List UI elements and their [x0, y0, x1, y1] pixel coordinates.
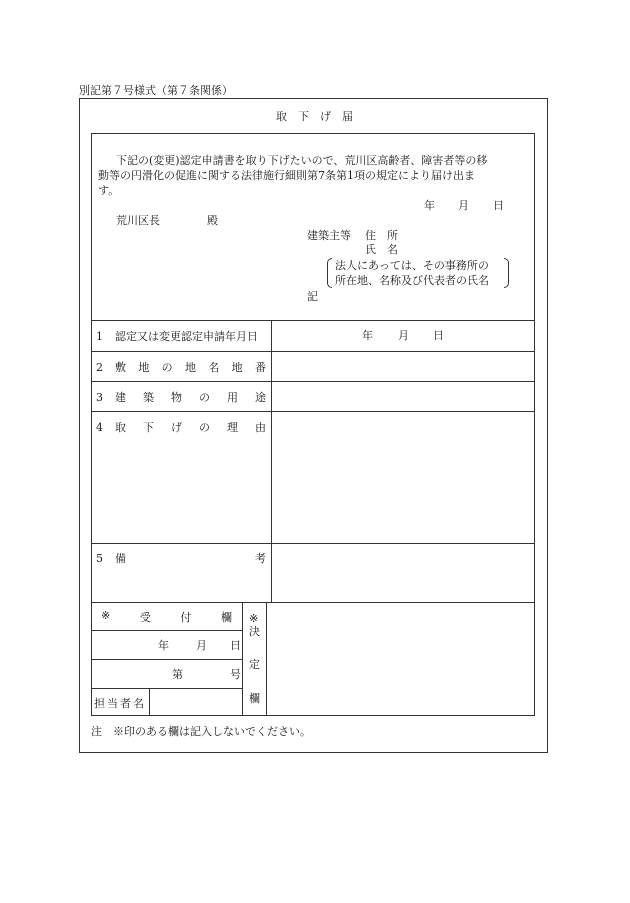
row-1-text: 認定又は変更認定申請年月日 [115, 330, 258, 343]
corp-note-line-2: 所在地、名称及び代表者の氏名 [335, 274, 489, 287]
decision-mark: ※ [249, 612, 259, 625]
row-2-char: 地 [231, 361, 243, 374]
receipt-year: 年 [158, 639, 169, 652]
row-5-value-field[interactable] [272, 545, 534, 601]
row-1-label [96, 330, 266, 342]
row-2-text [115, 359, 266, 375]
row-4-char: 理 [227, 421, 238, 434]
row-3-char: 途 [255, 391, 266, 404]
receipt-column-header [101, 611, 232, 623]
row-4-text [115, 419, 266, 435]
row-2-number: 2 [96, 360, 103, 374]
corp-note-line-1: 法人にあっては、その事務所の [335, 259, 489, 272]
table-top-line [91, 320, 535, 321]
decision-char: 欄 [249, 692, 260, 705]
row-2-label [96, 361, 266, 373]
staff-label-text: 担当者名 [94, 697, 146, 710]
row-3-label [96, 391, 266, 403]
row-1-year: 年 [362, 329, 373, 342]
row-4-value-field[interactable] [272, 413, 534, 542]
row-divider [91, 543, 535, 544]
row-3-char: 物 [171, 391, 182, 404]
intro-line-3: す。 [98, 184, 120, 197]
receipt-row-divider [91, 688, 242, 689]
addressee-name: 荒川区長 [116, 214, 160, 227]
form-title: 取 下 げ 届 [276, 110, 353, 123]
receipt-row-divider [91, 630, 242, 631]
name-label: 氏 名 [365, 243, 398, 256]
receipt-month: 月 [196, 639, 207, 652]
receipt-dai: 第 [172, 668, 183, 681]
row-2-char: 名 [208, 361, 220, 374]
row-1-day: 日 [433, 329, 444, 342]
receipt-row-divider [91, 659, 242, 660]
intro-line-2: 動等の円滑化の促進に関する法律施行細則第7条第1項の規定により届け出ま [98, 169, 475, 182]
row-5-char: 考 [255, 552, 266, 565]
row-4-number: 4 [96, 420, 103, 434]
row-3-text [115, 389, 266, 405]
receipt-day: 日 [230, 639, 241, 652]
applicant-label: 建築主等 [307, 229, 351, 242]
row-2-char: の [161, 361, 173, 374]
row-5-char: 備 [115, 552, 126, 565]
row-1-number: 1 [96, 329, 103, 343]
row-3-char: 建 [115, 391, 126, 404]
footer-note: 注 ※印のある欄は記入しないでください。 [91, 725, 311, 738]
row-4-char: げ [171, 421, 182, 434]
row-2-value-field[interactable] [272, 353, 534, 380]
receipt-mark: ※ [101, 609, 111, 622]
submission-date-year: 年 [424, 199, 435, 212]
row-4-char: の [199, 421, 210, 434]
row-2-char: 敷 [115, 361, 126, 374]
row-3-number: 3 [96, 390, 103, 404]
decision-char: 決 [249, 625, 260, 638]
row-5-number: 5 [96, 551, 103, 565]
row-4-char: 由 [255, 421, 266, 434]
row-divider [91, 351, 535, 352]
row-4-char: 下 [143, 421, 154, 434]
row-2-char: 地 [184, 361, 196, 374]
form-caption: 別記第７号様式（第７条関係） [79, 84, 233, 97]
staff-label [94, 697, 146, 709]
receipt-go: 号 [230, 668, 241, 681]
row-5-text [115, 550, 266, 566]
ki-label: 記 [307, 290, 318, 303]
right-bracket [504, 258, 509, 288]
row-5-label [96, 552, 266, 564]
row-4-char: 取 [115, 421, 126, 434]
decision-char: 定 [249, 658, 260, 671]
row-3-value-field[interactable] [272, 383, 534, 410]
receipt-char: 欄 [221, 611, 232, 624]
staff-name-field[interactable] [150, 690, 241, 715]
row-2-char: 番 [254, 361, 266, 374]
receipt-char: 受 [139, 611, 151, 624]
row-4-label [96, 421, 266, 433]
receipt-decision-divider [242, 602, 243, 716]
row-1-month: 月 [398, 329, 409, 342]
row-divider [91, 411, 535, 412]
submission-date-day: 日 [493, 199, 504, 212]
addressee-honorific: 殿 [207, 214, 218, 227]
row-3-char: 築 [143, 391, 154, 404]
row-3-char: の [199, 391, 210, 404]
row-2-char: 地 [138, 361, 150, 374]
submission-date-month: 月 [458, 199, 469, 212]
row-1-value-field[interactable] [272, 322, 534, 350]
intro-line-1: 下記の(変更)認定申請書を取り下げたいので、荒川区高齢者、障害者等の移 [116, 154, 488, 167]
left-bracket [327, 258, 332, 288]
receipt-char: 付 [180, 611, 192, 624]
row-3-char: 用 [227, 391, 238, 404]
row-divider [91, 381, 535, 382]
address-label: 住 所 [365, 229, 398, 242]
decision-field[interactable] [267, 603, 534, 715]
